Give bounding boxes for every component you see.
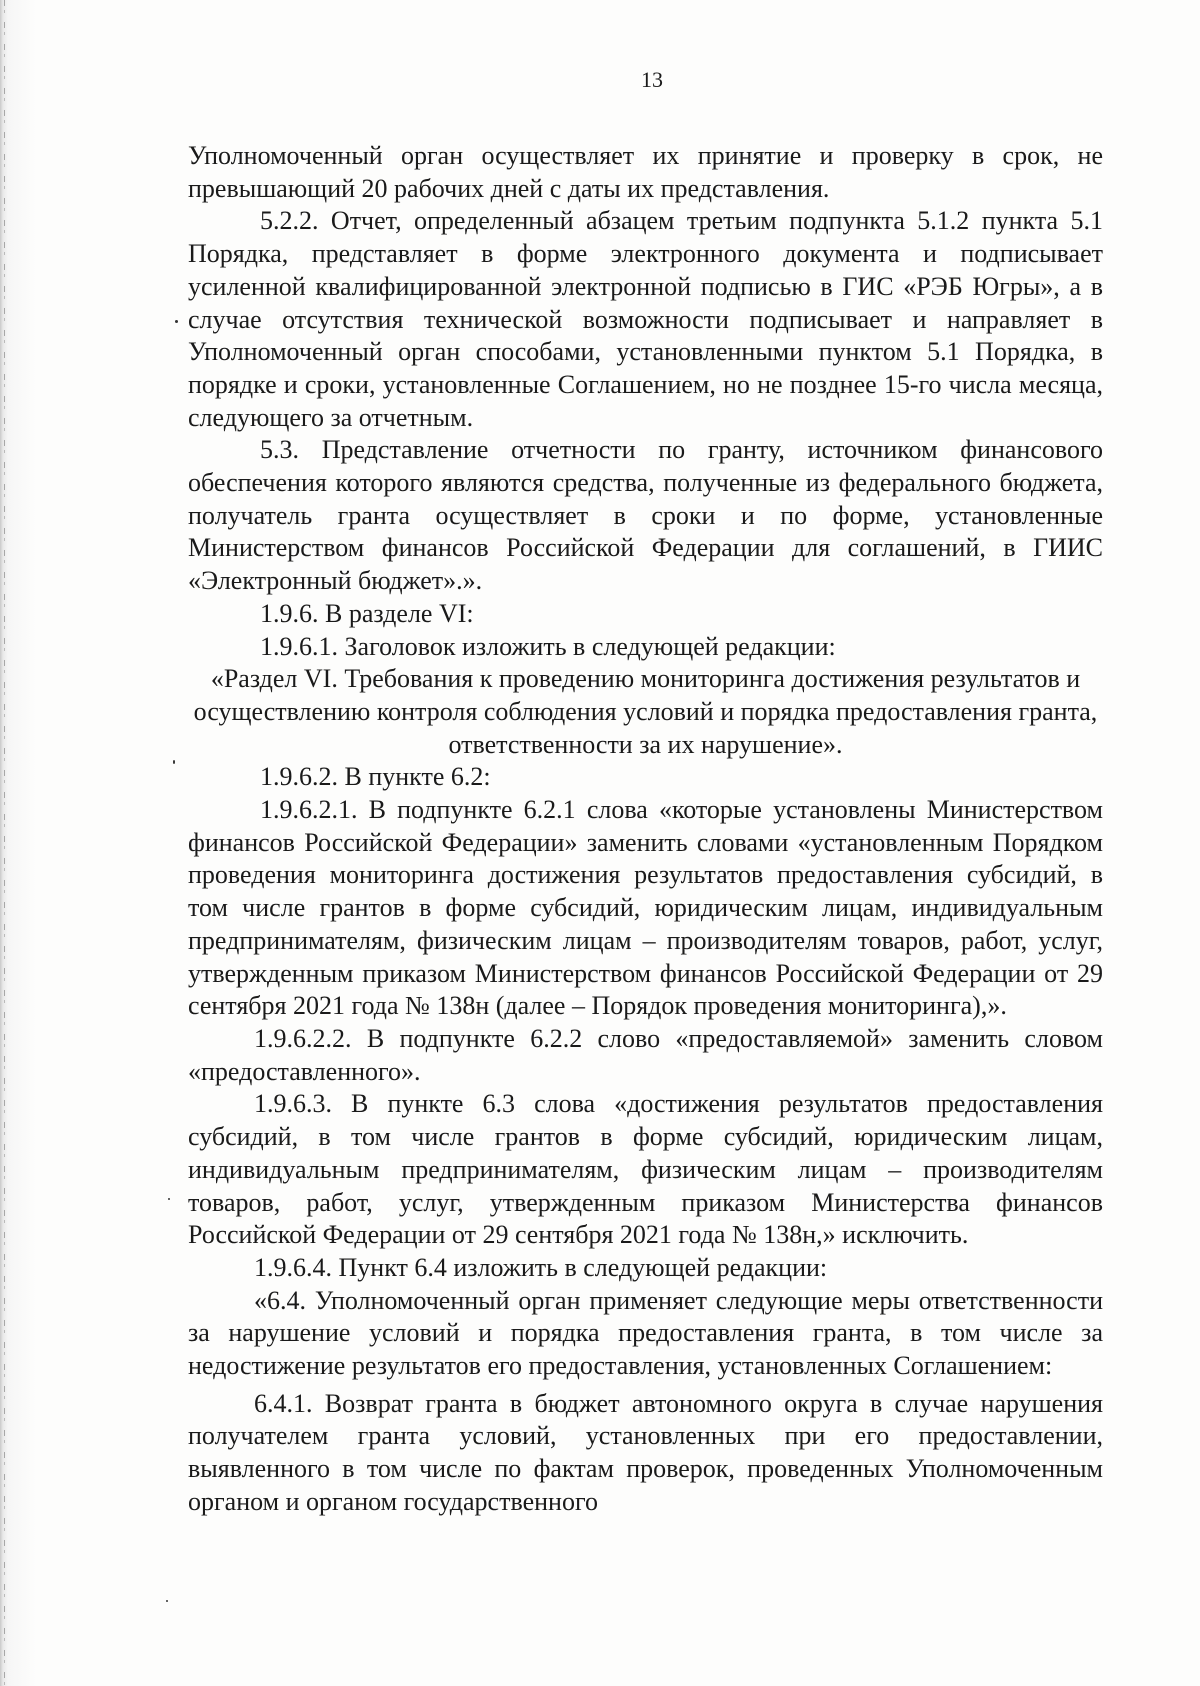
paragraph-1-9-6: 1.9.6. В разделе VI:	[260, 598, 474, 628]
paragraph-1-9-6-2: 1.9.6.2. В пункте 6.2:	[260, 762, 491, 792]
paragraph-1-9-6-4: 1.9.6.4. Пункт 6.4 изложить в следующей редакции:	[254, 1252, 828, 1282]
document-body	[188, 140, 1103, 1519]
paragraph-6-4-1: 6.4.1. Возврат гранта в бюджет автономного округа в случае нарушения получателем гранта условий, установленных при его предоставлении, выявленного в том числе по фактам проверок, проведенных Уполномоченным органом и органом государственного	[188, 1388, 1103, 1516]
scan-speck	[175, 320, 178, 323]
section-heading-quote: «Раздел VI. Требования к проведению мониторинга достижения результатов и осуществлению контроля соблюдения условий и порядка предоставления гранта, ответственности за их нарушение».	[193, 664, 1098, 759]
paragraph-6-4: «6.4. Уполномоченный орган применяет следующие меры ответственности за нарушение условий и порядка предоставления гранта, в том числе за недостижение результатов его предоставления, установленных Соглашением:	[188, 1285, 1103, 1381]
paragraph-1-9-6-2-1: 1.9.6.2.1. В подпункте 6.2.1 слова «которые установлены Министерством финансов Российской Федерации» заменить словами «установленным Порядком проведения мониторинга достижения результатов предоставления субсидий, в том числе грантов в форме субсидий, юридическим лицам, индивидуальным предпринимателям, физическим лицам – производителям товаров, работ, услуг, утвержденным приказом Министерством финансов Российской Федерации от 29 сентября 2021 года № 138н (далее – Порядок проведения мониторинга),».	[188, 795, 1103, 1021]
scan-speck	[166, 1600, 168, 1602]
scan-edge-shadow	[0, 0, 36, 1686]
scan-speck	[168, 1198, 170, 1200]
paragraph-5-2-2: 5.2.2. Отчет, определенный абзацем третьим подпункта 5.1.2 пункта 5.1 Порядка, представляет в форме электронного документа и подписывает усиленной квалифицированной электронной подписью в ГИС «РЭБ Югры», а в случае отсутствия технической возможности подписывает и направляет в Уполномоченный орган способами, установленными пунктом 5.1 Порядка, в порядке и сроки, установленные Соглашением, но не позднее 15-го числа месяца, следующего за отчетным.	[188, 206, 1103, 432]
paragraph-5-3: 5.3. Представление отчетности по гранту, источником финансового обеспечения которого являются средства, полученные из федерального бюджета, получатель гранта осуществляет в сроки и по форме, установленные Министерством финансов Российской Федерации для соглашений, в ГИИС «Электронный бюджет».».	[188, 435, 1103, 596]
paragraph-1-9-6-1: 1.9.6.1. Заголовок изложить в следующей редакции:	[260, 631, 836, 661]
scan-speck	[173, 760, 175, 764]
paragraph-1-9-6-2-2: 1.9.6.2.2. В подпункте 6.2.2 слово «предоставляемой» заменить словом «предоставленного».	[188, 1023, 1103, 1086]
paragraph-1-9-6-3: 1.9.6.3. В пункте 6.3 слова «достижения результатов предоставления субсидий, в том числе грантов в форме субсидий, юридическим лицам, индивидуальным предпринимателям, физическим лицам – производителям товаров, работ, услуг, утвержденным приказом Министерства финансов Российской Федерации от 29 сентября 2021 года № 138н,» исключить.	[188, 1089, 1103, 1250]
page-number: 13	[641, 67, 663, 92]
paragraph-1: Уполномоченный орган осуществляет их принятие и проверку в срок, не превышающий 20 рабочих дней с даты их представления.	[188, 141, 1103, 203]
